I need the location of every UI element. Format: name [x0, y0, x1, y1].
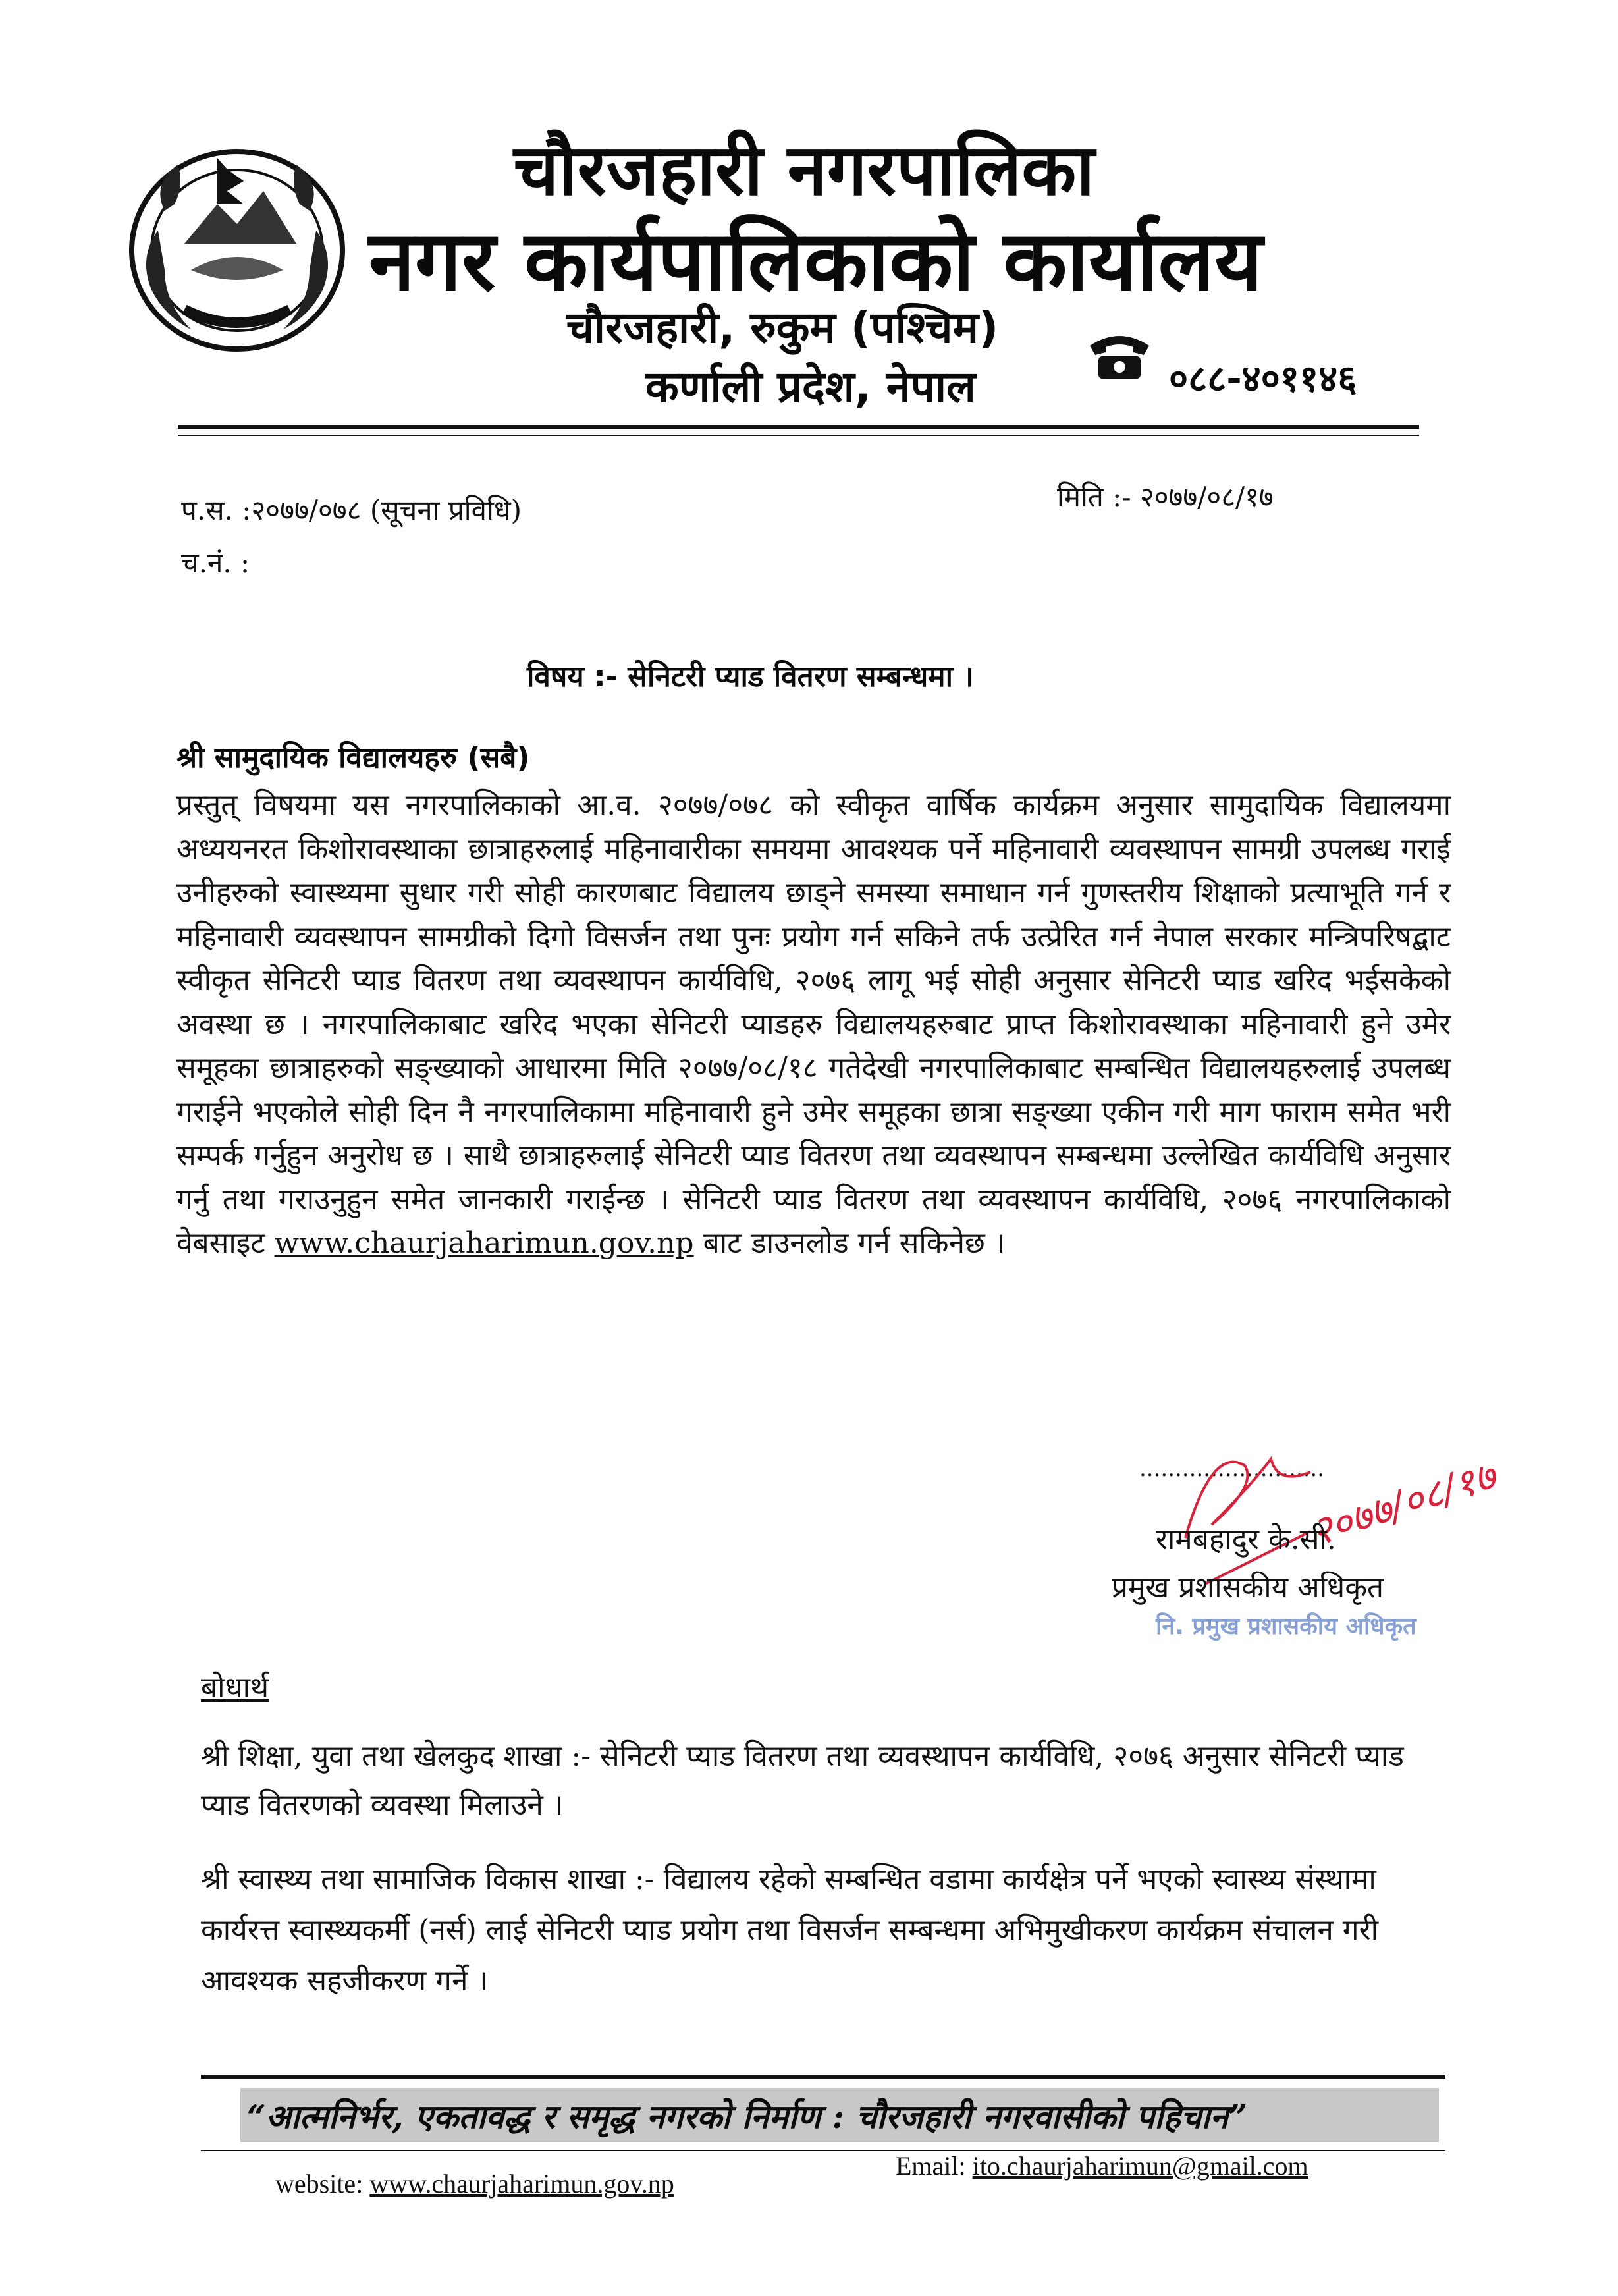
letter-body — [176, 784, 1451, 1429]
reference-number: प.स. :२०७७/०७८ (सूचना प्रविधि) — [181, 494, 522, 526]
municipality-name: चौरजहारी नगरपालिका — [514, 129, 1095, 211]
office-name: नगर कार्यपालिकाको कार्यालय — [369, 213, 1263, 310]
addressee: श्री सामुदायिक विद्यालयहरु (सबै) — [176, 741, 530, 775]
signature-dots: .......................... — [1139, 1456, 1324, 1482]
dispatch-number: च.नं. : — [181, 547, 250, 579]
address-line-2: कर्णाली प्रदेश, नेपाल — [645, 362, 976, 412]
address-line-1: चौरजहारी, रुकुम (पश्चिम) — [566, 302, 999, 353]
body-tail: बाट डाउनलोड गर्न सकिनेछ । — [703, 1226, 1006, 1260]
footer-website-label: website: — [275, 2169, 364, 2199]
body-text: प्रस्तुत् विषयमा यस नगरपालिकाको आ.व. २०७७/०७८ को स्वीकृत वार्षिक कार्यक्रम अनुसार सामुदायिक विद्यालयमा अध्ययनरत किशोरावस्थाका छात्राहरुलाई महिनावारीका समयमा आवश्यक पर्ने महिनावारी व्यवस्थापन सामग्री उपलब्ध गराई उनीहरुको स्वास्थ्यमा सुधार गरी सोही कारणबाट विद्यालय छाड्ने समस्या समाधान गर्न गुणस्तरीय शिक्षाको प्रत्याभूति गर्न र महिनावारी व्यवस्थापन सामग्रीको दिगो विसर्जन तथा पुनः प्रयोग गर्न सकिने तर्फ उत्प्रेरित गर्न नेपाल सरकार मन्त्रिपरिषद्बाट स्वीकृत सेनिटरी प्याड वितरण तथा व्यवस्थापन कार्यविधि, २०७६ लागू भई सोही अनुसार सेनिटरी प्याड खरिद भईसकेको अवस्था छ । नगरपालिकाबाट खरिद भएका सेनिटरी प्याडहरु विद्यालयहरुबाट प्राप्त किशोरावस्थाका महिनावारी हुने उमेर समूहका छात्राहरुको सङ्ख्याको आधारमा मिति २०७७/०८/१८ गतेदेखी नगरपालिकाबाट सम्बन्धित विद्यालयहरुलाई उपलब्ध गराईने भएकोले सोही दिन नै नगरपालिकामा महिनावारी हुने उमेर समूहका छात्रा सङ्ख्या एकीन गरी माग फाराम समेत भरी सम्पर्क गर्नुहुन अनुरोध छ । साथै छात्राहरुलाई सेनिटरी प्याड वितरण तथा व्यवस्थापन सम्बन्धमा उल्लेखित कार्यविधि अनुसार गर्नु तथा गराउनुहुन समेत जानकारी गराईन्छ । सेनिटरी प्याड वितरण तथा व्यवस्थापन कार्यविधि, २०७६ नगरपालिकाको वेबसाइट — [176, 788, 1451, 1260]
footer-email-label: Email: — [896, 2151, 966, 2181]
office-stamp: नि. प्रमुख प्रशासकीय अधिकृत — [1156, 1613, 1416, 1640]
handwritten-date: २०७७/०८/१७ — [1305, 1452, 1501, 1556]
letter-date: मिति :- २०७७/०८/१७ — [1057, 481, 1274, 513]
body-website-link[interactable]: www.chaurjaharimun.gov.np — [274, 1226, 694, 1260]
footer-website — [275, 2168, 674, 2199]
phone-number: ०८८-४०११४६ — [1169, 358, 1357, 400]
header-rule-thick — [178, 425, 1419, 429]
header-rule-thin — [178, 435, 1419, 436]
letter-subject: विषय :- सेनिटरी प्याड वितरण सम्बन्धमा । — [527, 660, 974, 694]
signatory-name: रामबहादुर के.सी. — [1156, 1523, 1336, 1556]
footer-email-link[interactable]: ito.chaurjaharimun@gmail.com — [972, 2151, 1308, 2181]
nepal-emblem-icon — [119, 132, 356, 356]
footer-slogan: “आत्मनिर्भर, एकतावद्ध र समृद्ध नगरको निर्माण : चौरजहारी नगरवासीको पहिचान” — [247, 2097, 1247, 2136]
footer-email — [896, 2150, 1308, 2181]
signatory-title: प्रमुख प्रशासकीय अधिकृत — [1112, 1571, 1384, 1604]
cc-item-education: श्री शिक्षा, युवा तथा खेलकुद शाखा :- सेनिटरी प्याड वितरण तथा व्यवस्थापन कार्यविधि, २०७६ अनुसार सेनिटरी प्याड प्याड वितरणको व्यवस्था मिलाउने । — [201, 1739, 1404, 1822]
footer-rule-thick — [201, 2075, 1445, 2079]
cc-item-health: श्री स्वास्थ्य तथा सामाजिक विकास शाखा :- विद्यालय रहेको सम्बन्धित वडामा कार्यक्षेत्र पर्ने भएको स्वास्थ्य संस्थामा कार्यरत्त स्वास्थ्यकर्मी (नर्स) लाई सेनिटरी प्याड प्रयोग तथा विसर्जन सम्बन्धमा अभिमुखीकरण कार्यक्रम संचालन गरी आवश्यक सहजीकरण गर्ने । — [201, 1863, 1378, 1998]
telephone-icon — [1087, 333, 1152, 382]
footer-website-link[interactable]: www.chaurjaharimun.gov.np — [369, 2169, 674, 2199]
cc-heading: बोधार्थ — [201, 1671, 269, 1705]
